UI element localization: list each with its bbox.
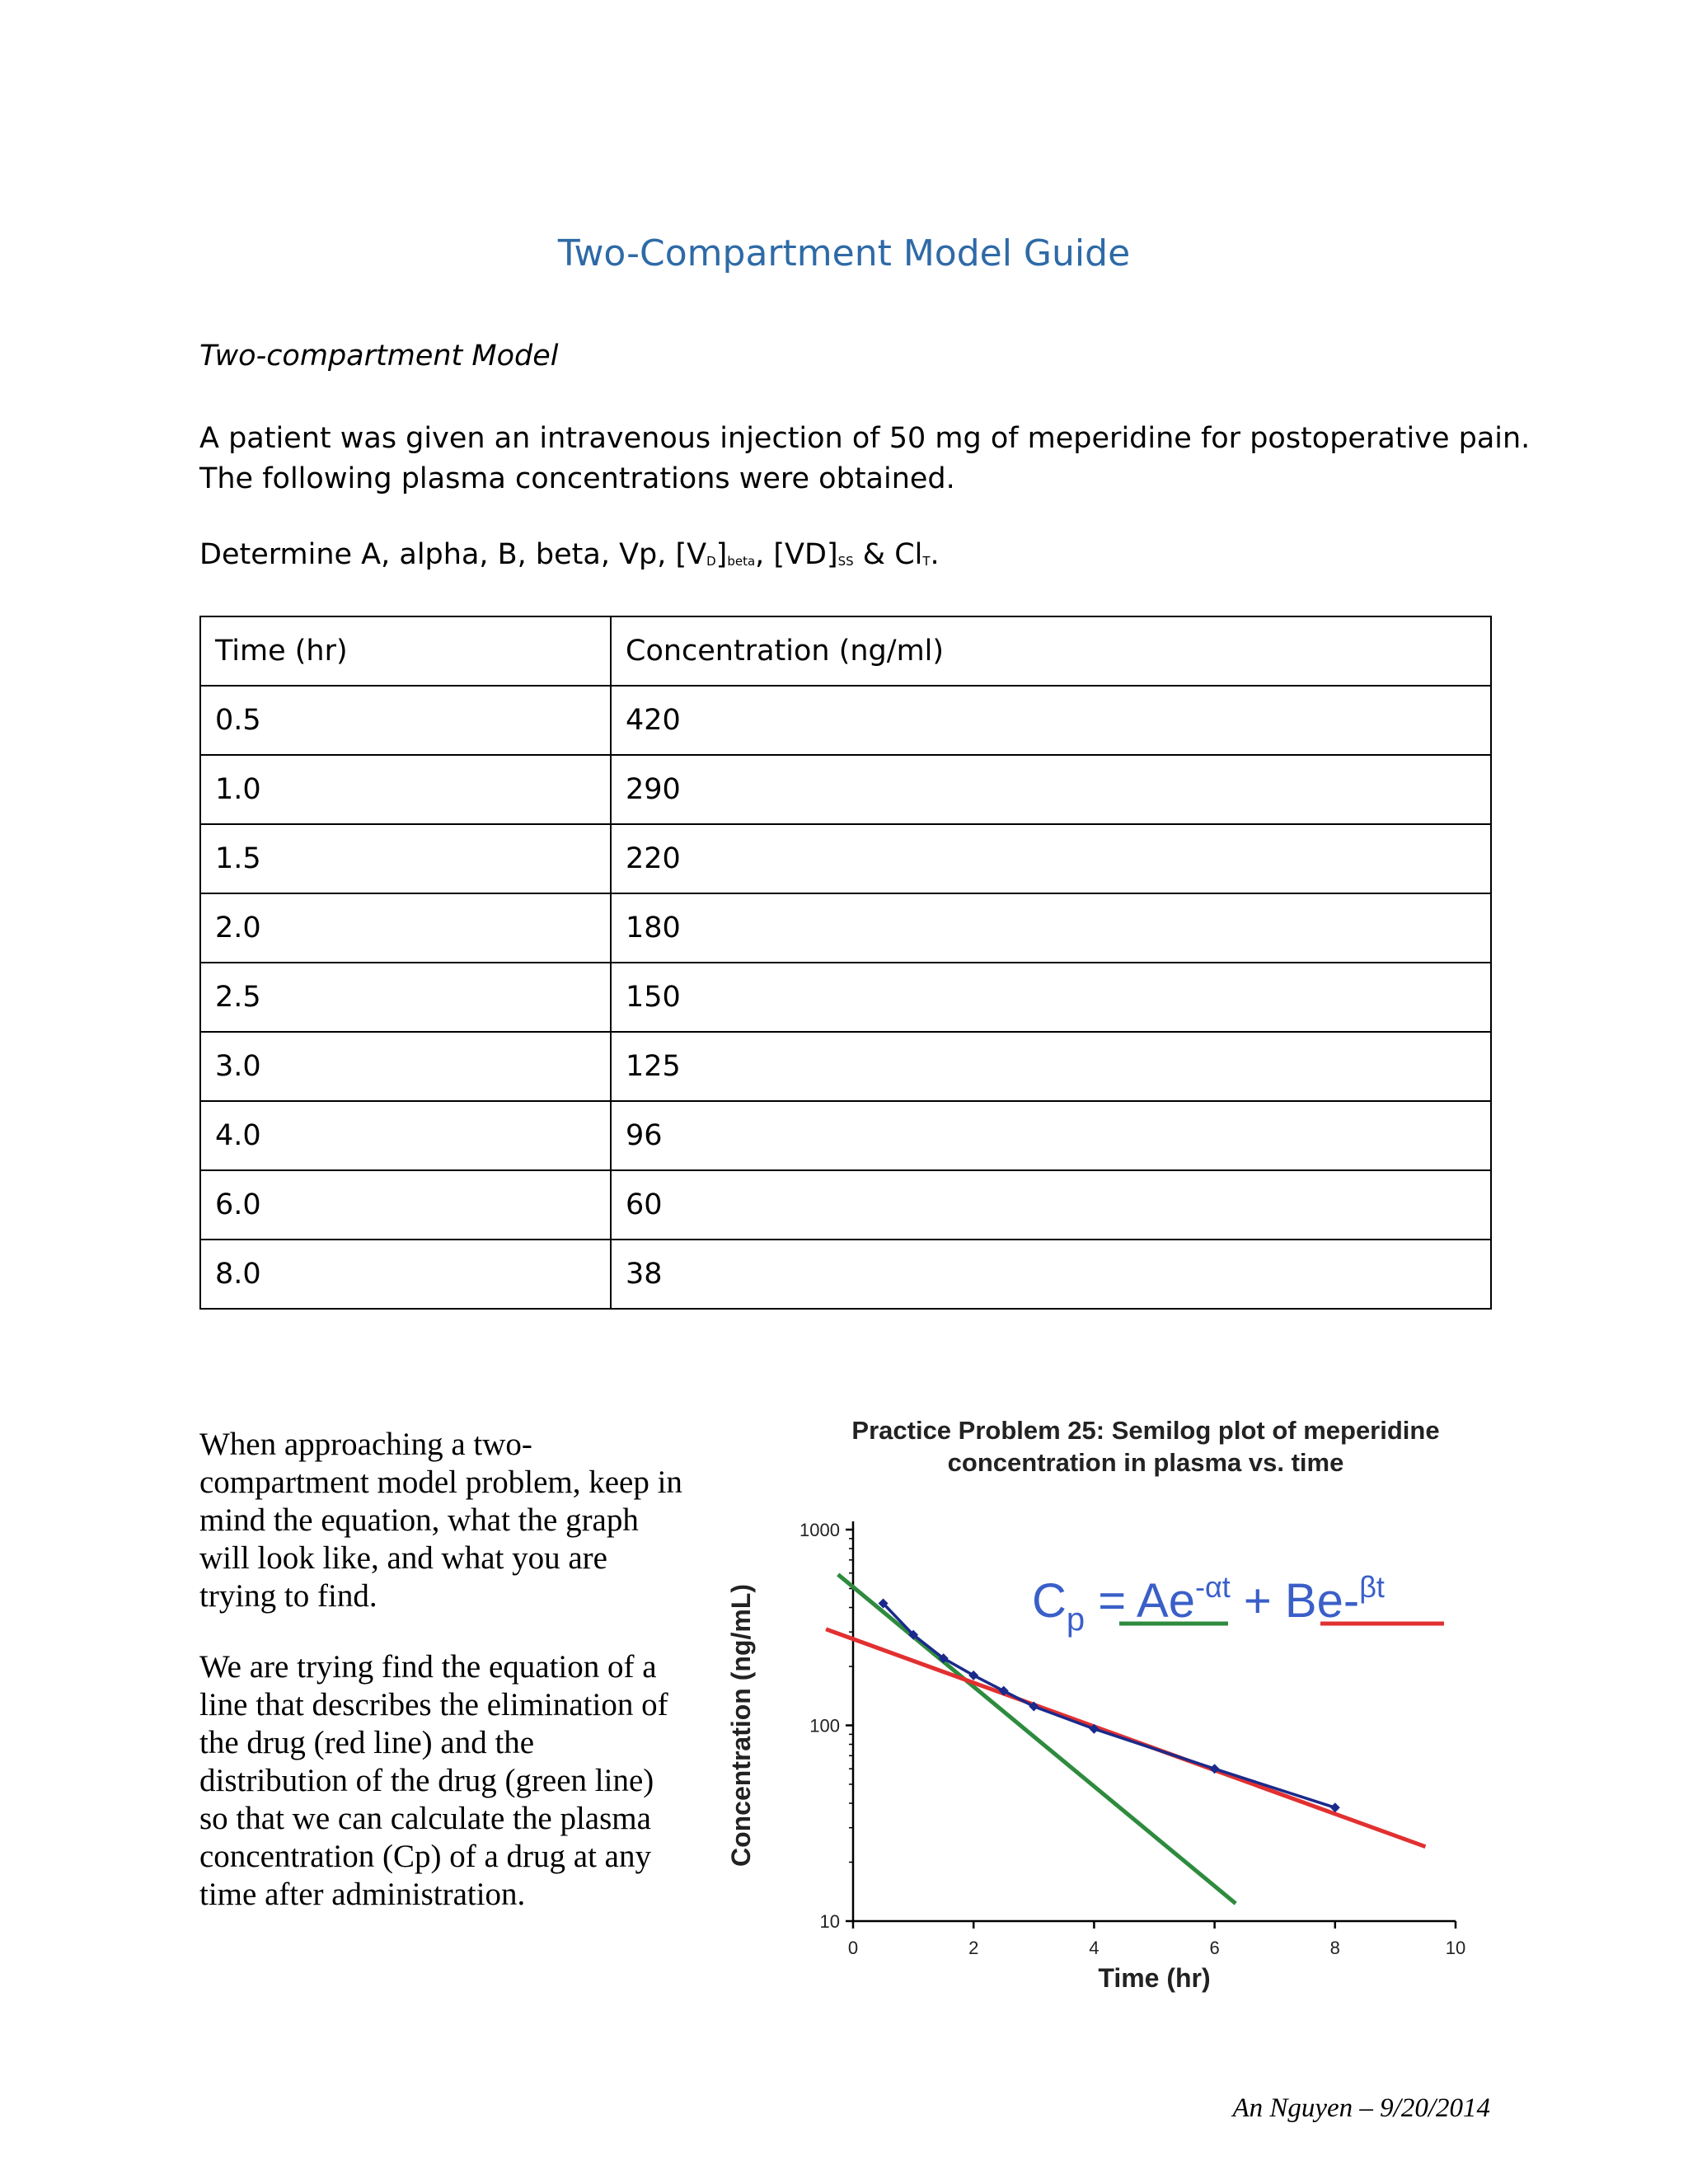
cell-time: 1.0 (200, 755, 611, 824)
table-row (200, 963, 1491, 1032)
y-axis-label: Concentration (ng/mL) (726, 1583, 756, 1868)
cell-time: 1.5 (200, 824, 611, 893)
equation-a-exp: -αt (1195, 1570, 1231, 1604)
equation-b-exp: βt (1359, 1570, 1385, 1604)
cell-time: 2.0 (200, 893, 611, 963)
table-row (200, 1240, 1491, 1309)
explanation-paragraph-2: We are trying find the equation of a line that describes the elimination of the drug (red line) and the distribution of the drug (green line) so that we can calculate the plasma concentration (Cp) of a drug at any time after administration. (199, 1649, 668, 1912)
prompt-text-a: Determine A, alpha, B, beta, Vp, [V (199, 538, 707, 571)
explanation-text (199, 1426, 686, 1947)
x-tick-label: 4 (1089, 1938, 1100, 1958)
y-tick-label: 1000 (799, 1520, 840, 1540)
x-tick-label: 8 (1329, 1938, 1340, 1958)
x-tick-label: 10 (1445, 1938, 1466, 1958)
cell-concentration: 180 (611, 893, 1491, 963)
x-tick-label: 2 (968, 1938, 979, 1958)
y-tick-label: 100 (809, 1715, 840, 1736)
equation-plus: + (1230, 1574, 1285, 1628)
x-tick-label: 0 (847, 1938, 859, 1958)
cell-concentration: 38 (611, 1240, 1491, 1309)
cell-concentration: 220 (611, 824, 1491, 893)
cell-time: 3.0 (200, 1032, 611, 1101)
header-time: Time (hr) (200, 616, 611, 686)
semilog-chart (709, 1401, 1475, 2019)
equation-equals: = (1085, 1574, 1137, 1628)
problem-line-2: The following plasma concentrations were obtained. (199, 462, 955, 495)
prompt-text-e: . (930, 538, 940, 571)
equation-cp: C (1032, 1574, 1067, 1628)
header-concentration: Concentration (ng/ml) (611, 616, 1491, 686)
cell-time: 0.5 (200, 686, 611, 755)
prompt-text-b: ] (715, 538, 728, 571)
cell-concentration: 125 (611, 1032, 1491, 1101)
cell-concentration: 420 (611, 686, 1491, 755)
x-tick-label: 6 (1209, 1938, 1220, 1958)
cell-time: 8.0 (200, 1240, 611, 1309)
x-axis-label: Time (hr) (1098, 1963, 1211, 1993)
prompt-text-d: & Cl (853, 538, 923, 571)
prompt-text-c: , [VD] (755, 538, 838, 571)
table-row (200, 686, 1491, 755)
prompt-sub-d: D (706, 554, 716, 569)
prompt-sub-ss: SS (837, 554, 854, 569)
prompt-sub-beta: beta (727, 554, 756, 569)
author-date: An Nguyen – 9/20/2014 (1232, 2093, 1490, 2123)
cell-time: 6.0 (200, 1170, 611, 1240)
prompt-sub-t: T (922, 554, 931, 569)
chart-title-line-1: Practice Problem 25: Semilog plot of meperidine (851, 1416, 1440, 1445)
table-row (200, 1170, 1491, 1240)
equation-b-term: Be- (1284, 1574, 1360, 1628)
table-row (200, 893, 1491, 963)
cell-concentration: 60 (611, 1170, 1491, 1240)
table-row (200, 824, 1491, 893)
equation-a-term: Ae (1137, 1574, 1195, 1628)
table-row (200, 1032, 1491, 1101)
y-tick-label: 10 (819, 1911, 840, 1932)
cp-equation (1032, 1570, 1385, 1638)
problem-statement (199, 419, 1551, 499)
page-title: Two-Compartment Model Guide (557, 232, 1131, 274)
explanation-paragraph-1: When approaching a two-compartment model problem, keep in mind the equation, what the graph will look like, and what you are trying to find. (199, 1427, 682, 1614)
cell-concentration: 290 (611, 755, 1491, 824)
cell-concentration: 150 (611, 963, 1491, 1032)
observed-line (884, 1603, 1335, 1807)
concentration-table (199, 616, 1492, 1310)
chart-title-line-2: concentration in plasma vs. time (947, 1448, 1344, 1477)
section-subheading: Two-compartment Model (199, 340, 559, 373)
problem-line-1: A patient was given an intravenous injection of 50 mg of meperidine for postoperative pain. (199, 422, 1531, 455)
table-header-row (200, 616, 1491, 686)
table-row (200, 1101, 1491, 1170)
cell-concentration: 96 (611, 1101, 1491, 1170)
task-prompt (199, 538, 940, 571)
equation-cp-sub: p (1066, 1601, 1085, 1638)
table-row (200, 755, 1491, 824)
cell-time: 4.0 (200, 1101, 611, 1170)
cell-time: 2.5 (200, 963, 611, 1032)
